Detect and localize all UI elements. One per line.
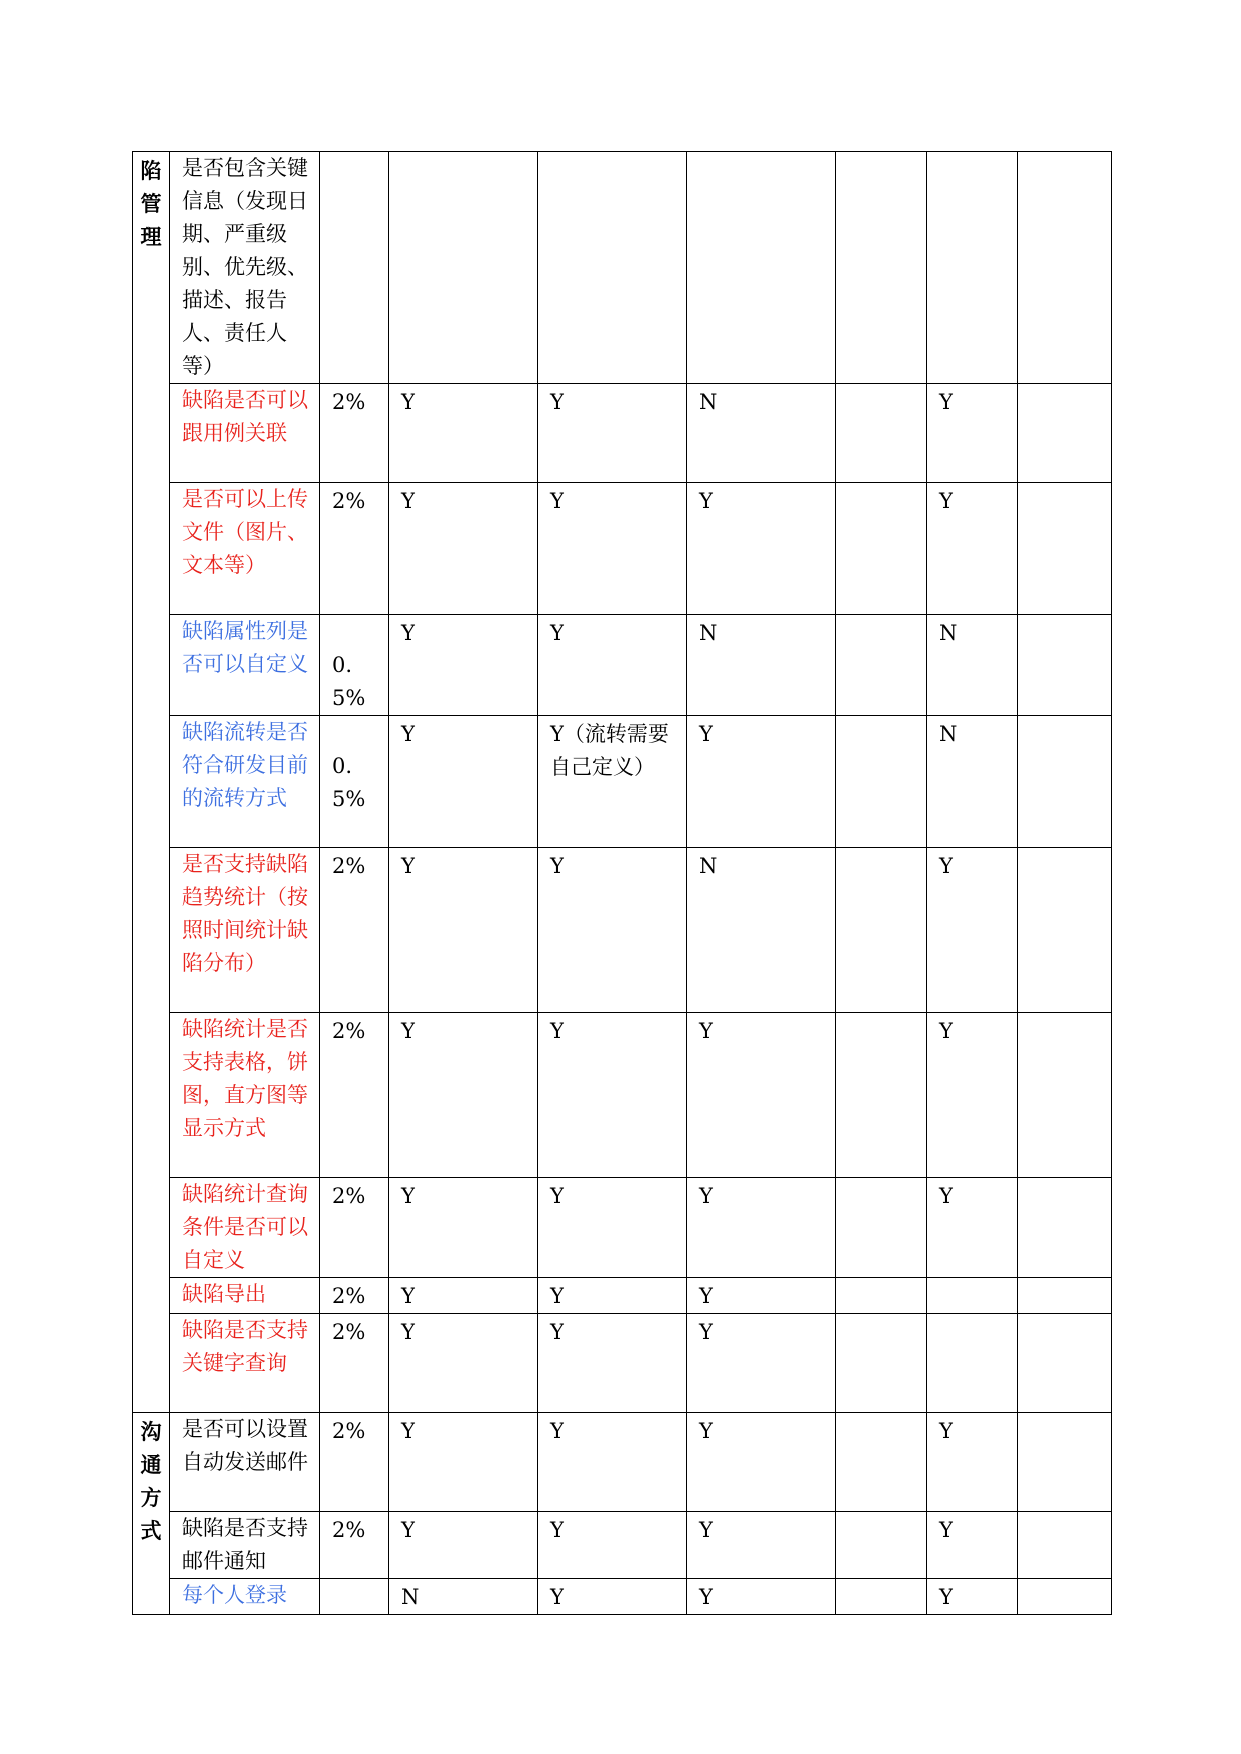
value-cell bbox=[1018, 1413, 1112, 1512]
value-cell bbox=[836, 483, 927, 615]
value-cell: Y bbox=[687, 1413, 836, 1512]
value-cell: Y bbox=[389, 1512, 538, 1579]
value-cell bbox=[836, 1579, 927, 1615]
value-cell: Y bbox=[687, 1278, 836, 1314]
weight-cell: 2% bbox=[320, 1013, 389, 1178]
feature-cell: 是否支持缺陷趋势统计（按照时间统计缺陷分布） bbox=[170, 848, 320, 1013]
value-cell: Y bbox=[687, 1314, 836, 1413]
weight-cell: 2% bbox=[320, 1178, 389, 1278]
feature-cell: 缺陷属性列是否可以自定义 bbox=[170, 615, 320, 716]
value-cell bbox=[927, 1314, 1018, 1413]
weight-cell bbox=[320, 1579, 389, 1615]
weight-cell: 2% bbox=[320, 1413, 389, 1512]
value-cell: Y bbox=[538, 1512, 687, 1579]
value-cell bbox=[1018, 848, 1112, 1013]
value-cell: Y bbox=[538, 483, 687, 615]
value-cell bbox=[836, 1013, 927, 1178]
value-cell: Y bbox=[687, 716, 836, 848]
value-cell bbox=[836, 384, 927, 483]
value-cell: Y bbox=[687, 1013, 836, 1178]
value-cell: Y bbox=[687, 1579, 836, 1615]
value-cell bbox=[836, 615, 927, 716]
value-cell: Y bbox=[389, 1413, 538, 1512]
comparison-table bbox=[132, 151, 1112, 1615]
value-cell: Y bbox=[389, 483, 538, 615]
value-cell: N bbox=[389, 1579, 538, 1615]
value-cell bbox=[1018, 716, 1112, 848]
table-row bbox=[133, 384, 1112, 483]
value-cell: N bbox=[927, 615, 1018, 716]
value-cell: N bbox=[687, 848, 836, 1013]
value-cell: Y bbox=[927, 384, 1018, 483]
value-cell bbox=[1018, 1013, 1112, 1178]
value-cell: Y bbox=[687, 1512, 836, 1579]
value-cell: Y bbox=[389, 1278, 538, 1314]
value-cell bbox=[1018, 615, 1112, 716]
value-cell: Y bbox=[927, 1579, 1018, 1615]
value-cell: Y bbox=[389, 1314, 538, 1413]
feature-cell: 缺陷是否支持关键字查询 bbox=[170, 1314, 320, 1413]
value-cell: Y bbox=[538, 1579, 687, 1615]
value-cell: Y bbox=[538, 1013, 687, 1178]
weight-cell: 0.5% bbox=[320, 716, 389, 848]
value-cell: N bbox=[927, 716, 1018, 848]
value-cell bbox=[836, 1413, 927, 1512]
feature-cell: 是否可以上传文件（图片、文本等） bbox=[170, 483, 320, 615]
value-cell: Y bbox=[927, 1413, 1018, 1512]
value-cell bbox=[836, 1512, 927, 1579]
weight-cell: 2% bbox=[320, 1314, 389, 1413]
value-cell: Y bbox=[389, 716, 538, 848]
category-cell-defect-management bbox=[133, 152, 170, 1413]
value-cell: Y bbox=[538, 615, 687, 716]
value-cell bbox=[1018, 1512, 1112, 1579]
feature-cell: 缺陷统计查询条件是否可以自定义 bbox=[170, 1178, 320, 1278]
value-cell bbox=[1018, 1278, 1112, 1314]
feature-cell: 缺陷是否支持邮件通知 bbox=[170, 1512, 320, 1579]
value-cell: Y bbox=[927, 1512, 1018, 1579]
value-cell: Y bbox=[927, 1178, 1018, 1278]
table-row bbox=[133, 848, 1112, 1013]
table-row bbox=[133, 483, 1112, 615]
value-cell bbox=[836, 1278, 927, 1314]
feature-cell: 是否可以设置自动发送邮件 bbox=[170, 1413, 320, 1512]
value-cell: Y bbox=[538, 1314, 687, 1413]
table-row bbox=[133, 1178, 1112, 1278]
weight-cell bbox=[320, 152, 389, 384]
value-cell bbox=[389, 152, 538, 384]
value-cell bbox=[836, 848, 927, 1013]
value-cell: Y bbox=[927, 848, 1018, 1013]
value-cell: Y bbox=[538, 384, 687, 483]
value-cell: Y bbox=[389, 1013, 538, 1178]
category-label: 陷管理 bbox=[140, 158, 162, 249]
value-cell bbox=[1018, 1579, 1112, 1615]
value-cell: Y bbox=[927, 1013, 1018, 1178]
value-cell: N bbox=[687, 384, 836, 483]
table-row bbox=[133, 1314, 1112, 1413]
value-cell: Y bbox=[389, 615, 538, 716]
value-cell: Y（流转需要自己定义） bbox=[538, 716, 687, 848]
value-cell bbox=[836, 716, 927, 848]
value-cell: Y bbox=[927, 483, 1018, 615]
feature-cell: 缺陷导出 bbox=[170, 1278, 320, 1314]
value-cell bbox=[1018, 1178, 1112, 1278]
weight-cell: 2% bbox=[320, 384, 389, 483]
feature-cell: 缺陷统计是否支持表格，饼图，直方图等显示方式 bbox=[170, 1013, 320, 1178]
value-cell: Y bbox=[389, 384, 538, 483]
feature-cell: 是否包含关键信息（发现日期、严重级别、优先级、描述、报告人、责任人等） bbox=[170, 152, 320, 384]
category-label: 沟通方式 bbox=[140, 1419, 162, 1543]
value-cell bbox=[1018, 483, 1112, 615]
weight-cell: 2% bbox=[320, 848, 389, 1013]
table-row bbox=[133, 615, 1112, 716]
value-cell bbox=[927, 1278, 1018, 1314]
value-cell bbox=[1018, 1314, 1112, 1413]
weight-cell: 2% bbox=[320, 483, 389, 615]
value-cell bbox=[687, 152, 836, 384]
value-cell: Y bbox=[687, 1178, 836, 1278]
weight-cell: 0.5% bbox=[320, 615, 389, 716]
value-cell bbox=[1018, 152, 1112, 384]
value-cell bbox=[836, 1178, 927, 1278]
value-cell: Y bbox=[687, 483, 836, 615]
value-cell: N bbox=[687, 615, 836, 716]
category-cell-communication bbox=[133, 1413, 170, 1615]
value-cell: Y bbox=[538, 1178, 687, 1278]
value-cell: Y bbox=[538, 1278, 687, 1314]
feature-cell: 每个人登录 bbox=[170, 1579, 320, 1615]
value-cell: Y bbox=[538, 1413, 687, 1512]
value-cell bbox=[1018, 384, 1112, 483]
table-row bbox=[133, 1512, 1112, 1579]
value-cell bbox=[836, 152, 927, 384]
feature-cell: 缺陷是否可以跟用例关联 bbox=[170, 384, 320, 483]
table-row bbox=[133, 1013, 1112, 1178]
weight-cell: 2% bbox=[320, 1512, 389, 1579]
table-row bbox=[133, 1413, 1112, 1512]
value-cell: Y bbox=[389, 848, 538, 1013]
value-cell bbox=[538, 152, 687, 384]
value-cell: Y bbox=[389, 1178, 538, 1278]
value-cell bbox=[927, 152, 1018, 384]
feature-cell: 缺陷流转是否符合研发目前的流转方式 bbox=[170, 716, 320, 848]
weight-cell: 2% bbox=[320, 1278, 389, 1314]
table-row bbox=[133, 152, 1112, 384]
value-cell: Y bbox=[538, 848, 687, 1013]
table-row bbox=[133, 1278, 1112, 1314]
table-row bbox=[133, 1579, 1112, 1615]
value-cell bbox=[836, 1314, 927, 1413]
table-row bbox=[133, 716, 1112, 848]
